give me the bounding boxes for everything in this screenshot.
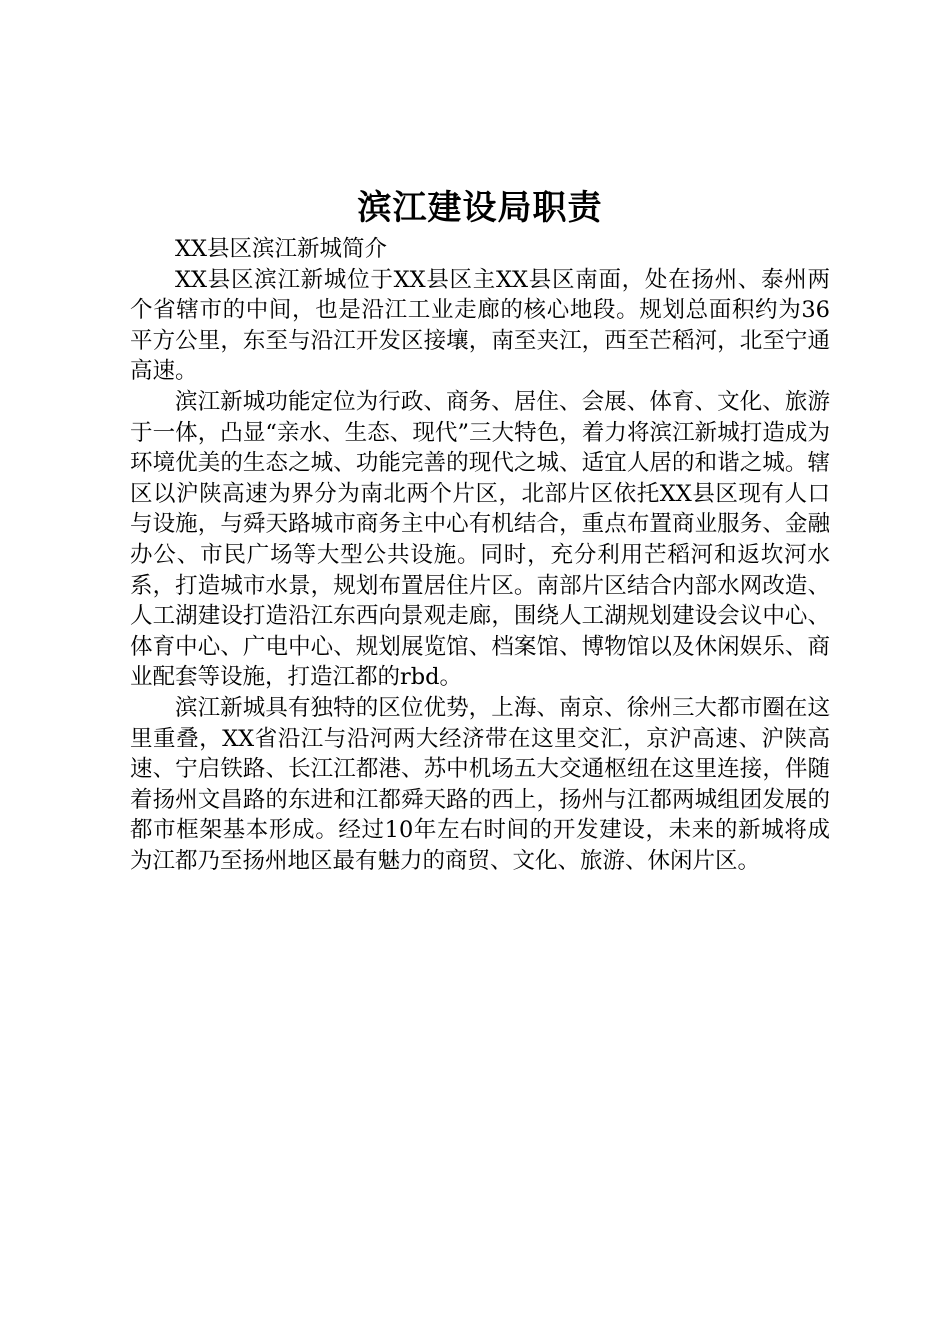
paragraph-location: XX县区滨江新城位于XX县区主XX县区南面，处在扬州、泰州两个省辖市的中间，也是沿江工业走廊的核心地段。规划总面积约为36平方公里，东至与沿江开发区接壤，南至夹江，西至芒稻河，北至宁通高速。	[130, 266, 830, 385]
document-subtitle: XX县区滨江新城简介	[175, 236, 388, 262]
document-title: 滨江建设局职责	[357, 188, 603, 228]
document-body	[130, 186, 830, 876]
paragraph-function: 滨江新城功能定位为行政、商务、居住、会展、体育、文化、旅游于一体，凸显“亲水、生态、现代”三大特色，着力将滨江新城打造成为环境优美的生态之城、功能完善的现代之城、适宜人居的和谐之城。辖区以沪陕高速为界分为南北两个片区，北部片区依托XX县区现有人口与设施，与舜天路城市商务主中心有机结合，重点布置商业服务、金融办公、市民广场等大型公共设施。同时，充分利用芒稻河和返坎河水系，打造城市水景，规划布置居住片区。南部片区结合内部水网改造、人工湖建设打造沿江东西向景观走廊，围绕人工湖规划建设会议中心、体育中心、广电中心、规划展览馆、档案馆、博物馆以及休闲娱乐、商业配套等设施，打造江都的rbd。	[130, 388, 830, 691]
paragraph-advantages: 滨江新城具有独特的区位优势，上海、南京、徐州三大都市圈在这里重叠，XX省沿江与沿河两大经济带在这里交汇，京沪高速、沪陕高速、宁启铁路、长江江都港、苏中机场五大交通枢纽在这里连接，伴随着扬州文昌路的东进和江都舜天路的西上，扬州与江都两城组团发展的都市框架基本形成。经过10年左右时间的开发建设，未来的新城将成为江都乃至扬州地区最有魅力的商贸、文化、旅游、休闲片区。	[130, 694, 830, 874]
